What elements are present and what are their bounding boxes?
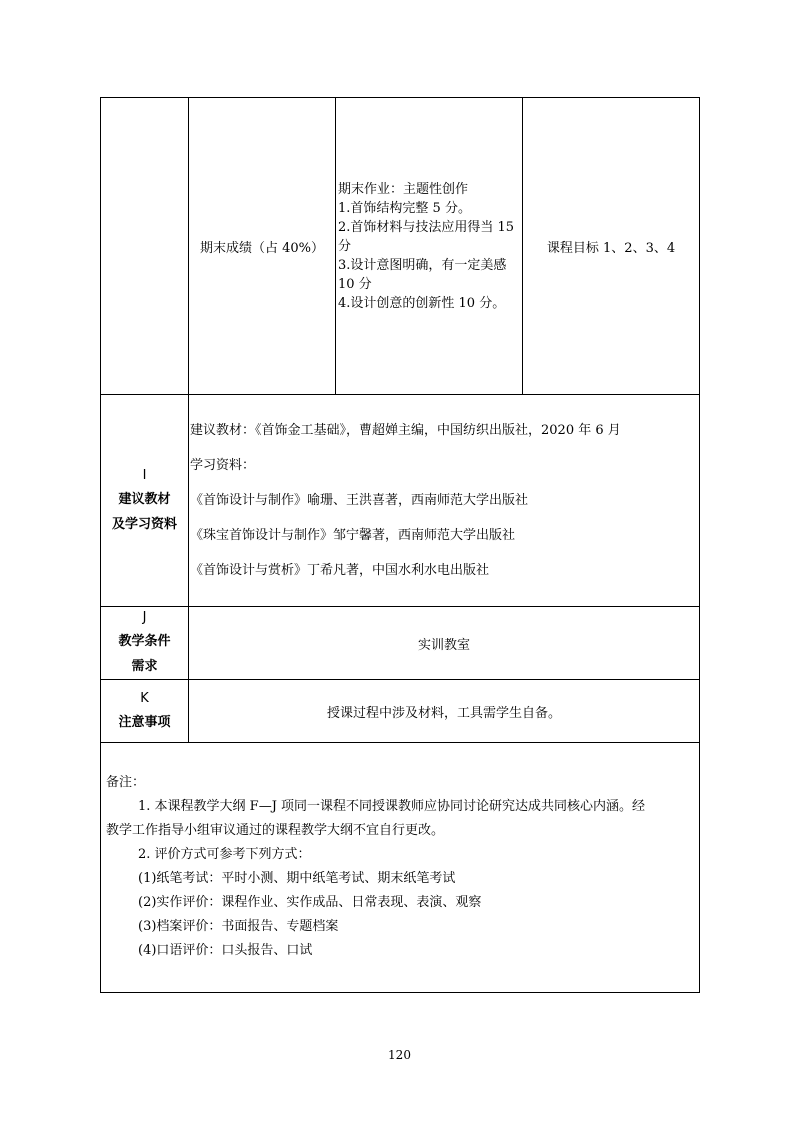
section-i-title-line2: 及学习资料	[111, 516, 177, 532]
section-j-title-line1: 教学条件	[118, 634, 171, 649]
notes-row	[101, 743, 700, 993]
evaluation-method: (2)实作评价：课程作业、实作成品、日常表现、表演、观察	[138, 895, 482, 910]
section-j-row	[101, 607, 700, 680]
section-i-row	[101, 395, 700, 607]
evaluation-method: (3)档案评价：书面报告、专题档案	[138, 919, 339, 934]
section-j-title-line2: 需求	[131, 659, 158, 674]
final-exam-objectives: 课程目标 1、2、3、4	[523, 98, 700, 395]
empty-cell	[101, 98, 189, 395]
assignment-line: 10 分	[338, 276, 372, 292]
section-k-row	[101, 680, 700, 743]
evaluation-method: (1)纸笔考试：平时小测、期中纸笔考试、期末纸笔考试	[138, 871, 456, 886]
notes-item1-line2: 教学工作指导小组审议通过的课程教学大纲不宜自行更改。	[106, 823, 445, 838]
notes-label: 备注：	[106, 775, 146, 790]
section-k-letter: K	[140, 690, 149, 706]
evaluation-method: (4)口语评价：口头报告、口试	[138, 943, 313, 958]
section-i-content	[189, 395, 700, 607]
assignment-line: 4.设计创意的创新性 10 分。	[338, 295, 506, 311]
reference-item: 《首饰设计与赏析》丁希凡著，中国水利水电出版社	[190, 562, 490, 578]
section-i-letter: I	[142, 467, 147, 483]
reference-item: 《珠宝首饰设计与制作》邹宁馨著，西南师范大学出版社	[190, 527, 516, 543]
page-number: 120	[388, 1048, 411, 1062]
assignment-line: 1.首饰结构完整 5 分。	[338, 200, 471, 216]
section-k-title: 注意事项	[118, 714, 171, 730]
notes-item1-line1: 1. 本课程教学大纲 F—J 项同一课程不同授课教师应协同讨论研究达成共同核心内涵。经	[138, 799, 646, 814]
syllabus-table	[100, 97, 700, 993]
assignment-line: 分	[338, 238, 352, 254]
section-i-header	[101, 395, 189, 607]
section-i-title-line1: 建议教材	[118, 491, 171, 507]
section-k-header	[101, 680, 189, 743]
materials-label: 学习资料：	[190, 457, 256, 473]
assignment-line: 期末作业：主题性创作	[338, 181, 469, 197]
assignment-line: 2.首饰材料与技法应用得当 15	[338, 219, 515, 235]
section-j-header	[101, 607, 189, 680]
section-j-letter: J	[142, 610, 147, 625]
final-exam-label: 期末成绩（占 40%）	[189, 98, 336, 395]
notes-cell	[101, 743, 700, 993]
final-exam-assignment	[336, 98, 523, 395]
section-k-content: 授课过程中涉及材料，工具需学生自备。	[189, 680, 700, 743]
assignment-line: 3.设计意图明确，有一定美感	[338, 257, 507, 273]
reference-item: 《首饰设计与制作》喻珊、王洪喜著，西南师范大学出版社	[190, 492, 529, 508]
final-exam-row	[101, 98, 700, 395]
section-j-content: 实训教室	[189, 607, 700, 680]
notes-item2: 2. 评价方式可参考下列方式：	[138, 847, 311, 862]
textbook-line: 建议教材：《首饰金工基础》，曹超婵主编，中国纺织出版社，2020 年 6 月	[190, 422, 621, 438]
